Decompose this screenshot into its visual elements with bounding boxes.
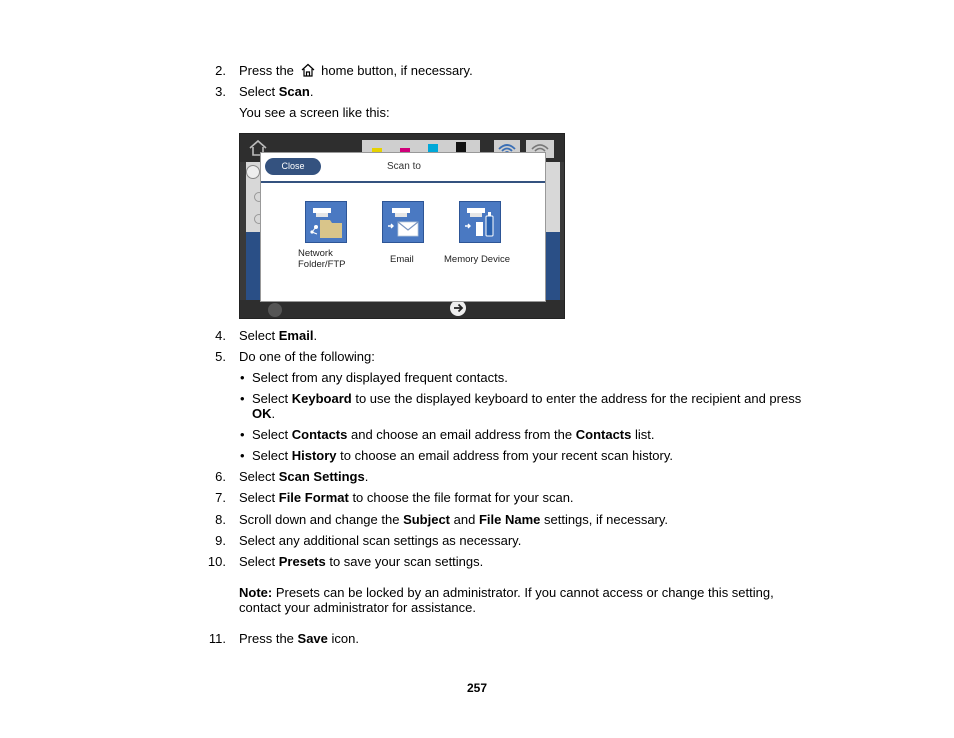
close-button[interactable]: Close [265,158,321,175]
note [239,585,774,601]
network-folder-label-line2: Folder/FTP [298,259,346,270]
note-label: Note: [239,585,273,600]
step-8 [239,512,668,528]
step-7 [239,490,574,506]
step-number: 8. [215,512,226,527]
bullet-2-line2 [252,406,275,422]
step-number: 6. [215,469,226,484]
bullet-2-ok: OK [252,406,272,421]
step-6 [239,469,368,485]
bullet-4 [252,448,673,464]
note-line2: contact your administrator for assistance. [239,600,476,615]
step-number: 7. [215,490,226,505]
step-8-pre: Scroll down and change the [239,512,404,527]
step-number: 11. [208,631,226,646]
bullet-glyph: • [240,370,245,385]
step-3 [239,84,313,100]
step-8-post: settings, if necessary. [540,512,669,527]
step-4-bold: Email [278,328,314,343]
step-6-pre: Select [239,469,279,484]
bullet-4-post: to choose an email address from your recent scan history. [336,448,674,463]
step-10-bold: Presets [278,554,326,569]
step-7-post: to choose the file format for your scan. [348,490,574,505]
network-folder-label-line1: Network [298,248,333,259]
step-2-post: home button, if necessary. [321,63,473,78]
network-folder-tile[interactable] [305,201,347,243]
scan-screen-screenshot [239,133,565,319]
step-10-post: to save your scan settings. [325,554,484,569]
step-4-post: . [313,328,318,343]
bullet-2 [252,391,801,407]
bullet-3-pre: Select [252,427,292,442]
memory-device-tile[interactable] [459,201,501,243]
memory-device-icon [460,202,500,242]
bottom-bar [240,300,565,319]
bullet-1: Select from any displayed frequent contacts. [252,370,508,385]
step-11-pre: Press the [239,631,298,646]
bullet-3-post: list. [631,427,655,442]
step-9: Select any additional scan settings as necessary. [239,533,522,548]
step-6-post: . [364,469,369,484]
step-number: 3. [215,84,226,99]
step-3-sub: You see a screen like this: [239,105,390,120]
bullet-4-bold: History [291,448,337,463]
step-10-pre: Select [239,554,279,569]
bullet-2-end: . [271,406,276,421]
page-number: 257 [466,681,488,695]
step-3-post: . [309,84,314,99]
step-4 [239,328,317,344]
step-number: 9. [215,533,226,548]
step-2-pre: Press the [239,63,294,78]
check-icon [246,165,260,179]
step-number: 4. [215,328,226,343]
note-line1: Presets can be locked by an administrator. If you cannot access or change this setting, [272,585,774,600]
home-icon [300,63,316,77]
dialog-title: Scan to [387,161,421,172]
step-11-bold: Save [297,631,328,646]
step-11-post: icon. [327,631,359,646]
memory-device-label: Memory Device [444,254,510,265]
step-10 [239,554,483,570]
network-folder-label [298,248,346,270]
step-8-bold2: File Name [478,512,541,527]
bullet-4-pre: Select [252,448,292,463]
step-11 [239,631,359,647]
step-8-bold: Subject [403,512,451,527]
bullet-3 [252,427,654,443]
step-2 [239,63,473,79]
email-label: Email [390,254,414,265]
step-7-pre: Select [239,490,279,505]
step-number: 10. [207,554,226,569]
email-icon [383,202,423,242]
bullet-3-bold: Contacts [291,427,348,442]
bullet-glyph: • [240,427,245,442]
bullet-glyph: • [240,391,245,406]
email-tile[interactable] [382,201,424,243]
step-8-mid: and [450,512,479,527]
arrow-right-icon [450,300,466,316]
step-3-bold: Scan [278,84,310,99]
bullet-2-post: to use the displayed keyboard to enter the address for the recipient and press [351,391,802,406]
step-number: 2. [215,63,226,78]
step-3-pre: Select [239,84,279,99]
step-7-bold: File Format [278,490,349,505]
network-folder-icon [306,202,346,242]
bullet-2-bold: Keyboard [291,391,352,406]
bullet-glyph: • [240,448,245,463]
step-5: Do one of the following: [239,349,375,364]
bullet-2-pre: Select [252,391,292,406]
bullet-3-mid: and choose an email address from the [347,427,576,442]
step-number: 5. [215,349,226,364]
dialog-header [261,153,545,183]
step-6-bold: Scan Settings [278,469,365,484]
info-icon [268,303,282,317]
bullet-3-bold2: Contacts [575,427,632,442]
scan-to-dialog [260,152,546,302]
step-4-pre: Select [239,328,279,343]
